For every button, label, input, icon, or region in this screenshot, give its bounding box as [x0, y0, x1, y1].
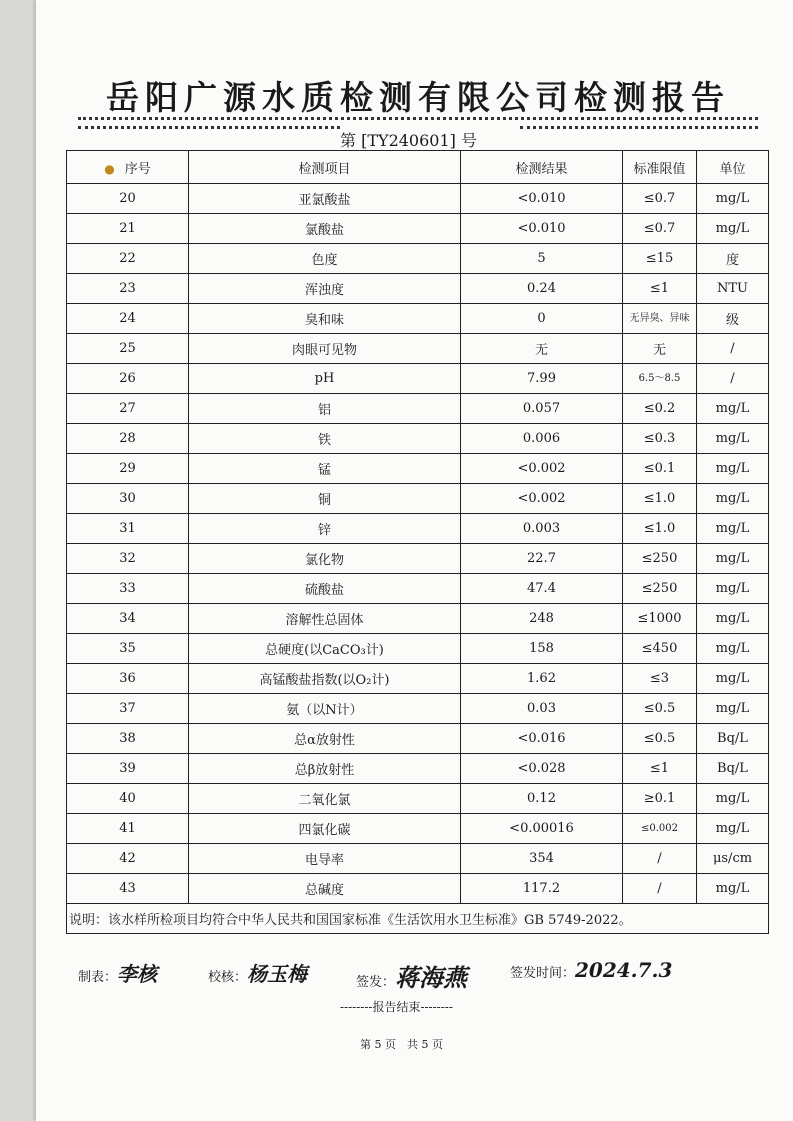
row-limit: ≤450 — [623, 634, 697, 664]
table-row — [67, 574, 769, 604]
row-unit: Bq/L — [697, 754, 769, 784]
row-item: 高锰酸盐指数(以O₂计) — [189, 664, 461, 694]
row-result: <0.002 — [461, 454, 623, 484]
row-result: 1.62 — [461, 664, 623, 694]
row-unit: mg/L — [697, 424, 769, 454]
row-unit: mg/L — [697, 694, 769, 724]
header-seq-label: 序号 — [124, 161, 151, 177]
row-item: 四氯化碳 — [189, 814, 461, 844]
row-number: 24 — [67, 304, 189, 334]
row-result: 无 — [461, 334, 623, 364]
row-number: 40 — [67, 784, 189, 814]
row-result: 5 — [461, 244, 623, 274]
table-row — [67, 364, 769, 394]
table-row — [67, 874, 769, 904]
issued-signature: 蒋海燕 — [395, 963, 468, 992]
pen-mark-icon: ● — [104, 161, 115, 176]
row-limit: ≤0.3 — [623, 424, 697, 454]
row-limit: / — [623, 844, 697, 874]
row-unit: mg/L — [697, 514, 769, 544]
row-limit: ≤250 — [623, 544, 697, 574]
row-item: 铜 — [189, 484, 461, 514]
row-result: 0.006 — [461, 424, 623, 454]
row-item: 氯化物 — [189, 544, 461, 574]
row-item: 铝 — [189, 394, 461, 424]
row-unit: / — [697, 364, 769, 394]
row-item: 总β放射性 — [189, 754, 461, 784]
row-result: <0.00016 — [461, 814, 623, 844]
row-limit: ≤250 — [623, 574, 697, 604]
report-end-mark: --------报告结束-------- — [340, 1000, 453, 1014]
prepared-by — [78, 958, 157, 987]
table-row — [67, 394, 769, 424]
row-limit: ≤1.0 — [623, 514, 697, 544]
row-result: 117.2 — [461, 874, 623, 904]
row-result: 0 — [461, 304, 623, 334]
row-limit: 6.5～8.5 — [623, 364, 697, 394]
row-unit: mg/L — [697, 814, 769, 844]
row-unit: mg/L — [697, 874, 769, 904]
row-limit: ≤0.2 — [623, 394, 697, 424]
issue-date — [510, 958, 672, 982]
row-item: 臭和味 — [189, 304, 461, 334]
row-limit: ≤0.5 — [623, 724, 697, 754]
row-number: 38 — [67, 724, 189, 754]
row-number: 20 — [67, 184, 189, 214]
row-item: 氯酸盐 — [189, 214, 461, 244]
prepared-label: 制表： — [78, 970, 118, 985]
table-row — [67, 244, 769, 274]
row-number: 43 — [67, 874, 189, 904]
table-row — [67, 784, 769, 814]
issued-label: 签发： — [356, 975, 396, 990]
checked-by — [208, 958, 307, 987]
row-result: 248 — [461, 604, 623, 634]
row-number: 32 — [67, 544, 189, 574]
row-limit: ≤3 — [623, 664, 697, 694]
row-item: 总硬度(以CaCO₃计) — [189, 634, 461, 664]
row-item: 色度 — [189, 244, 461, 274]
row-unit: mg/L — [697, 634, 769, 664]
row-limit: ≤0.1 — [623, 454, 697, 484]
table-row — [67, 214, 769, 244]
header-result: 检测结果 — [461, 151, 623, 184]
row-unit: mg/L — [697, 454, 769, 484]
row-limit: / — [623, 874, 697, 904]
row-limit: ≤1 — [623, 754, 697, 784]
table-row — [67, 694, 769, 724]
row-unit: / — [697, 334, 769, 364]
row-item: 亚氯酸盐 — [189, 184, 461, 214]
row-number: 41 — [67, 814, 189, 844]
table-row — [67, 754, 769, 784]
row-number: 35 — [67, 634, 189, 664]
table-row — [67, 544, 769, 574]
row-item: 电导率 — [189, 844, 461, 874]
row-unit: mg/L — [697, 214, 769, 244]
row-result: <0.028 — [461, 754, 623, 784]
row-limit: ≤0.5 — [623, 694, 697, 724]
row-result: 0.057 — [461, 394, 623, 424]
row-number: 29 — [67, 454, 189, 484]
row-number: 31 — [67, 514, 189, 544]
row-result: <0.016 — [461, 724, 623, 754]
row-number: 21 — [67, 214, 189, 244]
row-unit: μs/cm — [697, 844, 769, 874]
note-row — [67, 904, 769, 934]
row-unit: mg/L — [697, 604, 769, 634]
row-unit: mg/L — [697, 664, 769, 694]
row-item: 铁 — [189, 424, 461, 454]
table-row — [67, 724, 769, 754]
number-divider-left — [78, 126, 340, 129]
row-limit: ≤0.7 — [623, 184, 697, 214]
table-header-row — [67, 151, 769, 184]
checked-label: 校核： — [208, 970, 248, 985]
row-limit: ≤0.7 — [623, 214, 697, 244]
row-result: 22.7 — [461, 544, 623, 574]
table-row — [67, 334, 769, 364]
row-number: 37 — [67, 694, 189, 724]
row-unit: mg/L — [697, 574, 769, 604]
number-divider-right — [520, 126, 758, 129]
row-item: 锌 — [189, 514, 461, 544]
row-limit: 无异臭、异味 — [623, 304, 697, 334]
row-number: 34 — [67, 604, 189, 634]
row-number: 28 — [67, 424, 189, 454]
row-unit: mg/L — [697, 544, 769, 574]
row-result: 0.003 — [461, 514, 623, 544]
header-seq — [67, 151, 189, 184]
row-number: 36 — [67, 664, 189, 694]
table-row — [67, 424, 769, 454]
row-number: 27 — [67, 394, 189, 424]
row-number: 25 — [67, 334, 189, 364]
page-number: 第 5 页 共 5 页 — [360, 1038, 443, 1051]
row-result: <0.010 — [461, 214, 623, 244]
row-item: 溶解性总固体 — [189, 604, 461, 634]
row-unit: Bq/L — [697, 724, 769, 754]
prepared-signature: 李核 — [117, 962, 158, 986]
table-row — [67, 634, 769, 664]
header-unit: 单位 — [697, 151, 769, 184]
row-item: 总碱度 — [189, 874, 461, 904]
table-row — [67, 664, 769, 694]
row-result: 0.24 — [461, 274, 623, 304]
report-title: 岳阳广源水质检测有限公司检测报告 — [106, 78, 730, 117]
table-row — [67, 484, 769, 514]
row-number: 23 — [67, 274, 189, 304]
compliance-note: 说明：该水样所检项目均符合中华人民共和国国家标准《生活饮用水卫生标准》GB 5749-2022。 — [67, 904, 769, 934]
row-result: 158 — [461, 634, 623, 664]
row-result: 0.12 — [461, 784, 623, 814]
row-limit: ≤1 — [623, 274, 697, 304]
row-result: 47.4 — [461, 574, 623, 604]
results-table — [66, 150, 769, 934]
row-item: 浑浊度 — [189, 274, 461, 304]
row-result: 354 — [461, 844, 623, 874]
issued-by — [356, 958, 467, 993]
table-row — [67, 604, 769, 634]
row-item: 硫酸盐 — [189, 574, 461, 604]
checked-signature: 杨玉梅 — [247, 962, 308, 986]
report-number: 第 [TY240601] 号 — [340, 131, 477, 150]
table-row — [67, 514, 769, 544]
row-limit: ≤1000 — [623, 604, 697, 634]
row-item: 氨（以N计） — [189, 694, 461, 724]
row-unit: mg/L — [697, 484, 769, 514]
row-limit: ≤15 — [623, 244, 697, 274]
row-item: pH — [189, 364, 461, 394]
table-row — [67, 814, 769, 844]
row-result: <0.010 — [461, 184, 623, 214]
table-row — [67, 844, 769, 874]
row-unit: mg/L — [697, 184, 769, 214]
row-limit: ≤0.002 — [623, 814, 697, 844]
header-limit: 标准限值 — [623, 151, 697, 184]
row-number: 26 — [67, 364, 189, 394]
row-unit: mg/L — [697, 784, 769, 814]
row-limit: ≤1.0 — [623, 484, 697, 514]
row-result: 7.99 — [461, 364, 623, 394]
row-number: 33 — [67, 574, 189, 604]
title-divider — [78, 117, 758, 120]
row-item: 二氧化氯 — [189, 784, 461, 814]
row-limit: 无 — [623, 334, 697, 364]
table-row — [67, 274, 769, 304]
table-row — [67, 454, 769, 484]
header-item: 检测项目 — [189, 151, 461, 184]
row-unit: NTU — [697, 274, 769, 304]
table-row — [67, 184, 769, 214]
scan-edge — [0, 0, 36, 1121]
table-row — [67, 304, 769, 334]
issue-date-value: 2024.7.3 — [575, 958, 673, 982]
issue-date-label: 签发时间： — [510, 966, 576, 981]
row-unit: 度 — [697, 244, 769, 274]
row-limit: ≥0.1 — [623, 784, 697, 814]
row-unit: 级 — [697, 304, 769, 334]
row-number: 42 — [67, 844, 189, 874]
row-number: 39 — [67, 754, 189, 784]
row-result: <0.002 — [461, 484, 623, 514]
row-item: 总α放射性 — [189, 724, 461, 754]
row-number: 22 — [67, 244, 189, 274]
row-item: 锰 — [189, 454, 461, 484]
row-unit: mg/L — [697, 394, 769, 424]
row-item: 肉眼可见物 — [189, 334, 461, 364]
row-number: 30 — [67, 484, 189, 514]
row-result: 0.03 — [461, 694, 623, 724]
